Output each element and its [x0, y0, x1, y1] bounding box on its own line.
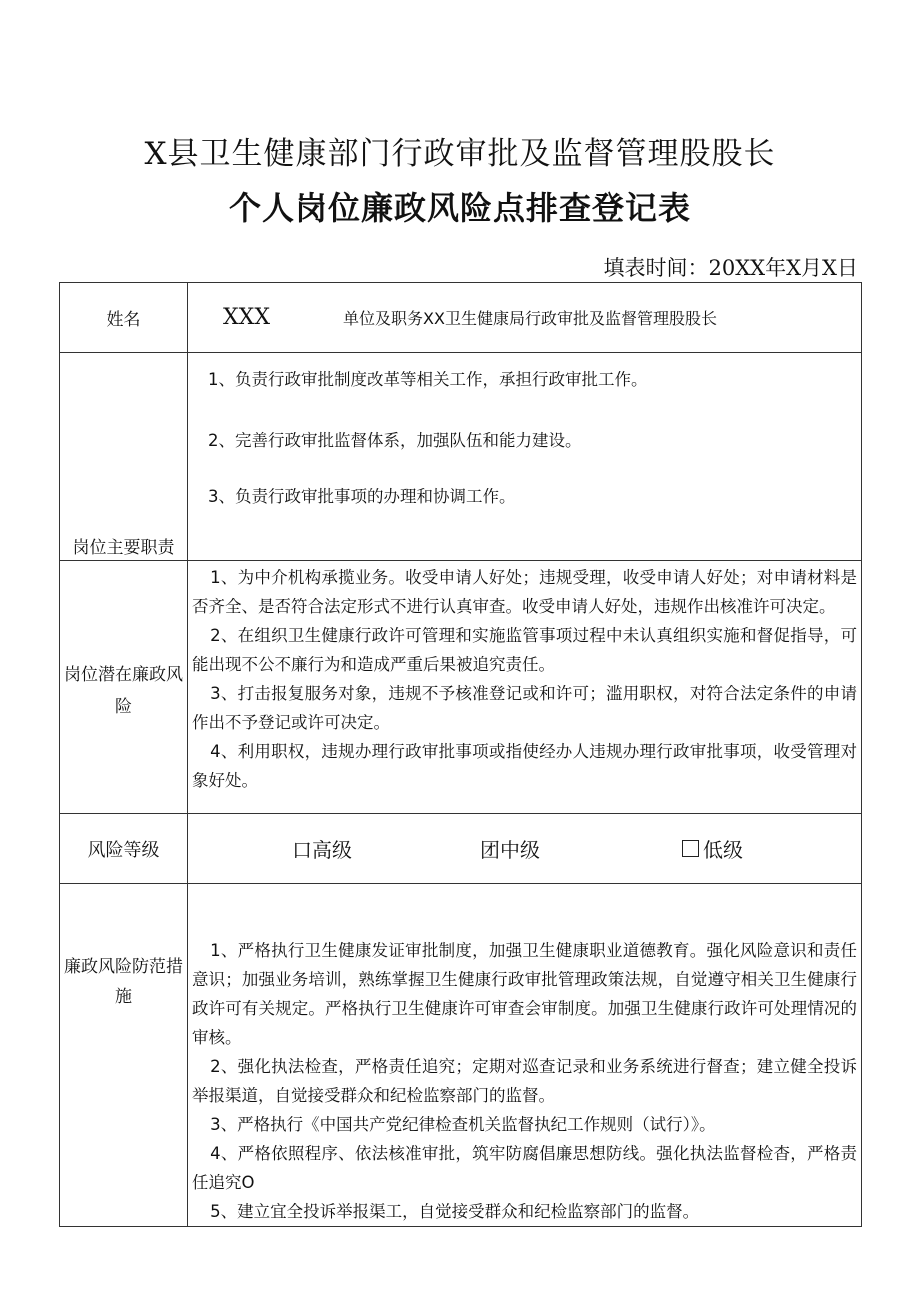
- level-high[interactable]: [292, 834, 352, 863]
- level-low-label: 低级: [703, 838, 743, 862]
- risk-item: 1、为中介机构承揽业务。收受申请人好处；违规受理，收受申请人好处；对申请材料是否齐全、是否符合法定形式不进行认真审查。收受申请人好处，违规作出核准许可决定。: [192, 568, 857, 616]
- registration-table: [59, 282, 862, 1227]
- duties-cell: [188, 353, 862, 561]
- name-value: XXX: [223, 305, 270, 330]
- name-label: 姓名: [60, 283, 188, 353]
- level-mid[interactable]: [480, 834, 540, 863]
- level-high-mark: 口: [292, 838, 312, 862]
- level-high-label: 高级: [312, 838, 352, 862]
- title-line-2: 个人岗位廉政风险点排查登记表: [228, 189, 691, 227]
- level-mid-mark: 团: [480, 838, 500, 862]
- risk-item: 2、在组织卫生健康行政许可管理和实施监管事项过程中未认真组织实施和督促指导，可能出现不公不廉行为和造成严重后果被追究责任。: [192, 626, 857, 674]
- level-label: 风险等级: [60, 814, 188, 884]
- measure-item: 2、强化执法检查，严格责任追究；定期对巡查记录和业务系统进行督查；建立健全投诉举报渠道，自觉接受群众和纪检监察部门的监督。: [192, 1057, 857, 1105]
- row-risks: [60, 561, 862, 814]
- measure-item: 3、严格执行《中国共产党纪律检查机关监督执纪工作规则（试行）》。: [210, 1115, 716, 1134]
- measure-item: 1、严格执行卫生健康发证审批制度，加强卫生健康职业道德教育。强化风险意识和责任意识；加强业务培训，熟练掌握卫生健康行政审批管理政策法规，自觉遵守相关卫生健康行政许可有关规定。严格执行卫生健康许可审查会审制度。加强卫生健康行政许可处理情况的审核。: [192, 941, 857, 1047]
- risks-label: 岗位潜在廉政风险: [60, 561, 188, 814]
- checkbox-empty-icon: [682, 840, 699, 857]
- measure-item: 5、建立宜全投诉举报渠工，自觉接受群众和纪检监察部门的监督。: [210, 1202, 700, 1221]
- row-duties: [60, 353, 862, 561]
- title-line-1: X县卫生健康部门行政审批及监督管理股股长: [144, 136, 776, 172]
- measure-item: 4、严格依照程序、依法核准审批，筑牢防腐倡廉思想防线。强化执法监督检杳，严格责任追究O: [192, 1144, 857, 1192]
- duty-item: 3、负责行政审批事项的办理和协调工作。: [208, 487, 516, 506]
- row-name: [60, 283, 862, 353]
- level-low[interactable]: [682, 834, 743, 863]
- name-cell: [188, 283, 862, 353]
- post-value: XX卫生健康局行政审批及监督管理股股长: [423, 309, 717, 328]
- row-level: [60, 814, 862, 884]
- measures-label: 廉政风险防范措施: [60, 884, 188, 1227]
- duty-item: 2、完善行政审批监督体系，加强队伍和能力建设。: [208, 431, 582, 450]
- duties-label: 岗位主要职责: [60, 353, 188, 561]
- level-cell: [188, 814, 862, 884]
- post-label: 单位及职务: [343, 309, 424, 328]
- fill-date: 填表时间：20XX年X月X日: [603, 256, 858, 280]
- risk-item: 4、利用职权，违规办理行政审批事项或指使经办人违规办理行政审批事项，收受管理对象好处。: [192, 742, 857, 790]
- row-measures: [60, 884, 862, 1227]
- level-mid-label: 中级: [500, 838, 540, 862]
- duty-item: 1、负责行政审批制度改革等相关工作，承担行政审批工作。: [208, 370, 648, 389]
- risk-item: 3、打击报复服务对象，违规不予核准登记或和许可；滥用职权，对符合法定条件的申请作出不予登记或许可决定。: [192, 684, 857, 732]
- measures-cell: [188, 884, 862, 1227]
- risks-cell: [188, 561, 862, 814]
